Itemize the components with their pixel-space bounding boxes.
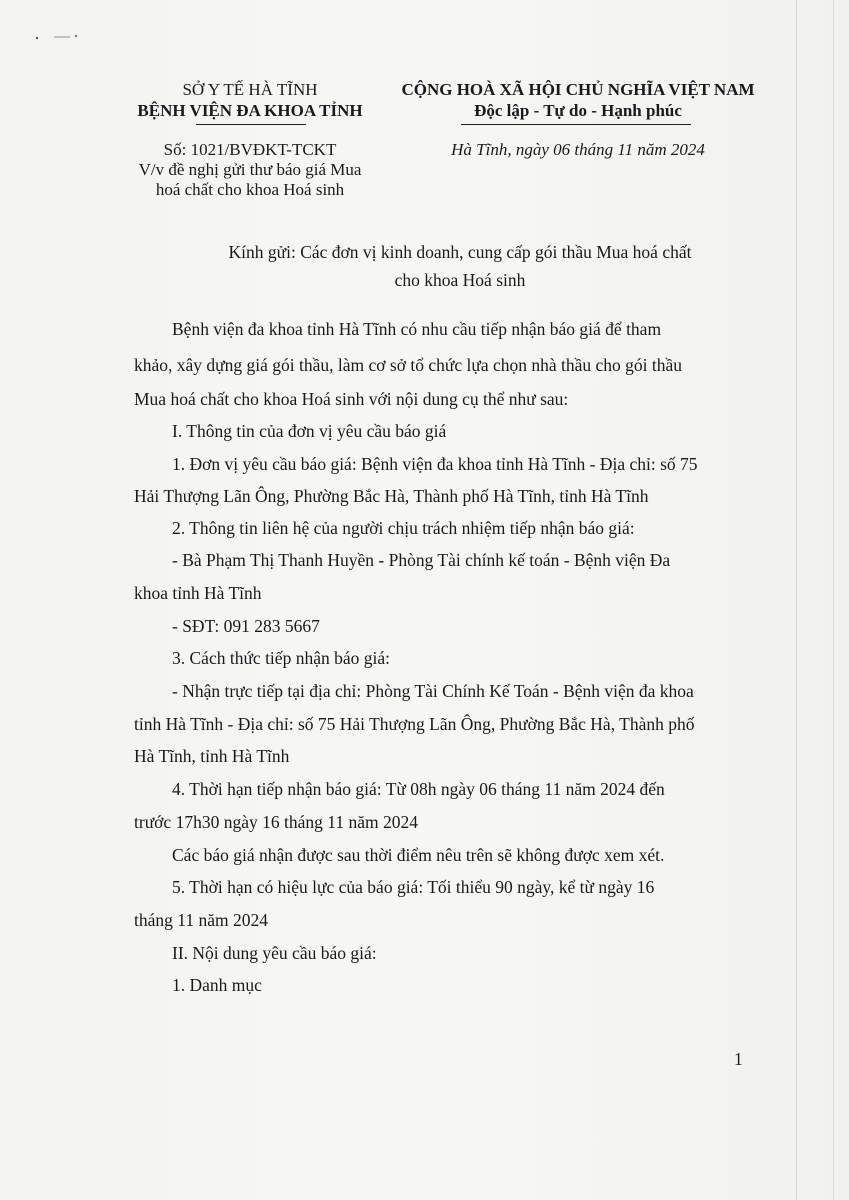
hospital-name: BỆNH VIỆN ĐA KHOA TỈNH [137,101,363,120]
body-line: 5. Thời hạn có hiệu lực của báo giá: Tối thiểu 90 ngày, kể từ ngày 16 [172,877,655,897]
body-line: - Nhận trực tiếp tại địa chỉ: Phòng Tài Chính Kế Toán - Bệnh viện đa khoa [172,681,694,701]
body-line: 1. Danh mục [172,975,262,995]
national-motto: Độc lập - Tự do - Hạnh phúc [474,101,682,120]
body-line: - Bà Phạm Thị Thanh Huyền - Phòng Tài chính kế toán - Bệnh viện Đa [172,550,671,570]
body-line: - SĐT: 091 283 5667 [172,616,320,636]
document-number: Số: 1021/BVĐKT-TCKT [163,140,337,159]
hospital-underline [196,124,306,125]
body-line: 3. Cách thức tiếp nhận báo giá: [172,648,390,668]
scan-edge-line [796,0,797,1200]
body-line: Hải Thượng Lãn Ông, Phường Bắc Hà, Thành phố Hà Tĩnh, tỉnh Hà Tĩnh [134,486,649,506]
body-line: 1. Đơn vị yêu cầu báo giá: Bệnh viện đa khoa tỉnh Hà Tĩnh - Địa chỉ: số 75 [172,454,698,474]
subject-line-1: V/v đề nghị gửi thư báo giá Mua [138,160,362,179]
body-line: Mua hoá chất cho khoa Hoá sinh với nội dung cụ thể như sau: [134,389,569,409]
scan-artifact [34,34,80,40]
subject-line-2: hoá chất cho khoa Hoá sinh [155,180,345,199]
body-line: 2. Thông tin liên hệ của người chịu trách nhiệm tiếp nhận báo giá: [172,518,635,538]
section-heading: I. Thông tin của đơn vị yêu cầu báo giá [172,421,447,441]
body-line: Các báo giá nhận được sau thời điểm nêu trên sẽ không được xem xét. [172,845,665,865]
body-line: 4. Thời hạn tiếp nhận báo giá: Từ 08h ngày 06 tháng 11 năm 2024 đến [172,779,665,799]
page-number: 1 [734,1049,743,1069]
body-line: khoa tỉnh Hà Tĩnh [134,583,262,603]
motto-underline [461,124,691,125]
body-line: tháng 11 năm 2024 [134,910,268,930]
place-and-date: Hà Tĩnh, ngày 06 tháng 11 năm 2024 [451,140,705,159]
nation-title: CỘNG HOÀ XÃ HỘI CHỦ NGHĨA VIỆT NAM [401,80,755,99]
body-line: trước 17h30 ngày 16 tháng 11 năm 2024 [134,812,418,832]
body-line: khảo, xây dựng giá gói thầu, làm cơ sở tổ chức lựa chọn nhà thầu cho gói thầu [134,355,683,375]
scan-edge-line [833,0,834,1200]
recipient-line-1: Kính gửi: Các đơn vị kinh doanh, cung cấp gói thầu Mua hoá chất [228,242,692,262]
body-line: Hà Tĩnh, tỉnh Hà Tĩnh [134,746,290,766]
recipient-line-2: cho khoa Hoá sinh [394,270,526,290]
body-line: tỉnh Hà Tĩnh - Địa chỉ: số 75 Hải Thượng Lãn Ông, Phường Bắc Hà, Thành phố [134,714,695,734]
section-heading: II. Nội dung yêu cầu báo giá: [172,943,377,963]
ministry-name: SỞ Y TẾ HÀ TĨNH [182,80,318,99]
body-line: Bệnh viện đa khoa tỉnh Hà Tĩnh có nhu cầu tiếp nhận báo giá để tham [172,319,662,339]
